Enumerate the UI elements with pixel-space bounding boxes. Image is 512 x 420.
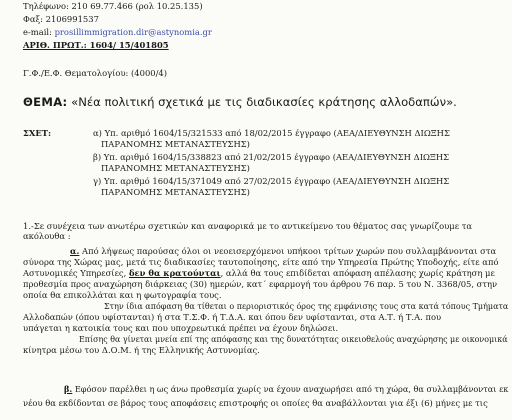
protocol-number: ΑΡΙΘ. ΠΡΩΤ.: 1604/ 15/401805 [23, 40, 169, 50]
reference-item-b-cont: ΠΑΡΑΝΟΜΗΣ ΜΕΤΑΝΑΣΤΕΥΣΗΣ) [101, 163, 250, 173]
paragraph-b-line: β. Εφόσον παρέλθει η ως άνω προθεσμία χωρίς να έχουν αναχωρήσει από τη χώρα, θα συλλαμβάνονται εκ [64, 384, 509, 394]
paragraph-a-line: οποία θα επικολλάται και η φωτογραφία τους. [23, 290, 222, 300]
paragraph-a-line: Αστυνομικές Υπηρεσίες, δεν θα κρατούνται, αλλά θα τους επιδίδεται απόφαση απέλασης χωρίς κράτηση με [23, 268, 495, 278]
email-label: e-mail: [23, 27, 55, 37]
reference-item-c-cont: ΠΑΡΑΝΟΜΗΣ ΜΕΤΑΝΑΣΤΕΥΣΗΣ) [101, 187, 250, 197]
paragraph-a-line: κίνητρα μέσω του Δ.Ο.Μ. ή της Ελληνικής Αστυνομίας. [23, 345, 260, 355]
references-label: ΣΧΕΤ: [23, 128, 52, 138]
paragraph-b-line: νέου θα εκδίδονται σε βάρος τους αποφάσεις επιστροφής οι οποίες θα αναβάλλονται για έξι (6) μήνες με τις [23, 398, 488, 408]
subject-line [23, 95, 457, 109]
subject-text: «Νέα πολιτική σχετικά με τις διαδικασίες κράτησης αλλοδαπών». [71, 95, 457, 109]
intro-line-cont: ακόλουθα : [23, 231, 71, 241]
reference-item-a: α) Υπ. αριθμό 1604/15/321533 από 18/02/2015 έγγραφο (ΑΕΑ/ΔΙΕΥΘΥΝΣΗ ΔΙΩΞΗΣ [93, 128, 450, 138]
paragraph-a-line: α. Από λήψεως παρούσας όλοι οι νεοεισερχόμενοι υπήκοοι τρίτων χωρών που συλλαμβάνονται στα [70, 246, 497, 256]
paragraph-a-line: Στην ίδια απόφαση θα τίθεται ο περιοριστικός όρος της εμφάνισης τους στα κατά τόπους Τμήματα [104, 301, 509, 311]
intro-line: 1.-Σε συνέχεια των ανωτέρω σχετικών και αναφορικά με το αντικείμενο του θέματος σας γνωρίζουμε τα [23, 221, 473, 231]
paragraph-a-line: προθεσμία προς αναχώρηση διάρκειας (30) ημερών, κατ΄ εφαρμογή του άρθρου 76 παρ. 5 του Ν. 3368/05, στην [23, 279, 498, 289]
reference-item-b: β) Υπ. αριθμό 1604/15/338823 από 21/02/2015 έγγραφο (ΑΕΑ/ΔΙΕΥΘΥΝΣΗ ΔΙΩΞΗΣ [93, 152, 450, 162]
reference-item-a-cont: ΠΑΡΑΝΟΜΗΣ ΜΕΤΑΝΑΣΤΕΥΣΗΣ) [101, 139, 250, 149]
subject-label: ΘΕΜΑ: [23, 95, 68, 109]
paragraph-a-label: α. [70, 246, 80, 256]
email-line [23, 27, 212, 37]
reference-item-c: γ) Υπ. αριθμό 1604/15/371049 από 27/02/2015 έγγραφο (ΑΕΑ/ΔΙΕΥΘΥΝΣΗ ΔΙΩΞΗΣ [93, 176, 450, 186]
paragraph-a-line: σύνορα της Χώρας μας, μετά τις διαδικασίες ταυτοποίησης, είτε από την Υπηρεσία Πρώτης Υποδοχής, είτε από [23, 257, 499, 267]
paragraph-a-line: Επίσης θα γίνεται μνεία επί της απόφασης και της δυνατότητας οικειοθελούς αναχώρησης με οικονομικά [79, 334, 508, 344]
emphasis-no-detention: δεν θα κρατούνται [128, 268, 221, 278]
paragraph-a-line: υπάγεται η κατοικία τους και που υποχρεωτικά πρέπει να έχουν δηλώσει. [23, 323, 339, 333]
paragraph-b-label: β. [64, 384, 73, 394]
file-reference: Γ.Φ./Ε.Φ. Θεματολογίου: (4000/4) [23, 68, 168, 78]
email-link[interactable]: prosillimmigration.dir@astynomia.gr [54, 27, 212, 37]
phone-line: Τηλέφωνο: 210 69.77.466 (ρολ 10.25.135) [23, 1, 203, 11]
fax-line: Φαξ: 2106991537 [23, 14, 99, 24]
paragraph-a-line: Αλλοδαπών (όπου υφίστανται) ή στα Τ.Σ.Φ. ή Τ.Δ.Α. και όπου δεν υφίστανται, στα Α.Τ. ή Τ.Α. που [23, 312, 442, 322]
